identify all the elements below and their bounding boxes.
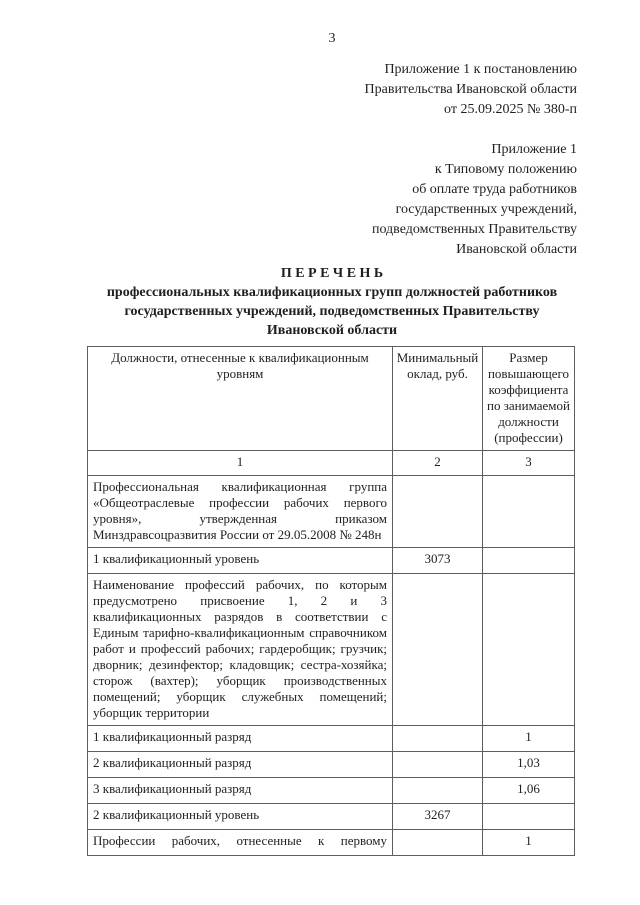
column-number-1: 1 bbox=[88, 451, 393, 476]
column-header-min-salary: Минимальный оклад, руб. bbox=[393, 347, 483, 451]
coefficient-cell: 1,03 bbox=[483, 752, 575, 778]
table-row bbox=[88, 476, 575, 548]
position-cell: 1 квалификационный разряд bbox=[88, 726, 393, 752]
appendix-line: от 25.09.2025 № 380-п bbox=[444, 102, 577, 117]
table-row bbox=[88, 752, 575, 778]
column-header-coefficient: Размер повышающего коэффициента по занимаемой должности (профессии) bbox=[483, 347, 575, 451]
appendix-resolution-block bbox=[87, 60, 577, 120]
position-cell: 2 квалификационный уровень bbox=[88, 804, 393, 830]
coefficient-cell: 1 bbox=[483, 726, 575, 752]
table-row bbox=[88, 778, 575, 804]
appendix-line: Приложение 1 bbox=[491, 142, 577, 157]
salary-cell: 3073 bbox=[393, 548, 483, 574]
salary-cell bbox=[393, 778, 483, 804]
column-header-positions: Должности, отнесенные к квалификационным уровням bbox=[88, 347, 393, 451]
column-numbering-row bbox=[88, 451, 575, 476]
salary-cell bbox=[393, 752, 483, 778]
salary-cell bbox=[393, 830, 483, 856]
table-row bbox=[88, 726, 575, 752]
coefficient-cell bbox=[483, 804, 575, 830]
position-cell: 3 квалификационный разряд bbox=[88, 778, 393, 804]
table-header-row bbox=[88, 347, 575, 451]
coefficient-cell bbox=[483, 548, 575, 574]
appendix-line: Ивановской области bbox=[456, 242, 577, 257]
appendix-line: государственных учреждений, bbox=[395, 202, 577, 217]
appendix-line: Приложение 1 к постановлению bbox=[384, 62, 577, 77]
salary-cell bbox=[393, 574, 483, 726]
salary-cell bbox=[393, 726, 483, 752]
table-row bbox=[88, 804, 575, 830]
table-row bbox=[88, 574, 575, 726]
column-number-3: 3 bbox=[483, 451, 575, 476]
appendix-line: об оплате труда работников bbox=[412, 182, 577, 197]
table-row bbox=[88, 548, 575, 574]
table-row bbox=[88, 830, 575, 856]
position-cell: 2 квалификационный разряд bbox=[88, 752, 393, 778]
coefficient-cell: 1,06 bbox=[483, 778, 575, 804]
appendix-line: Правительства Ивановской области bbox=[364, 82, 577, 97]
position-cell: Профессиональная квалификационная группа «Общеотраслевые профессии рабочих первого уровня», утвержденная приказом Минздравсоцразвития России от 29.05.2008 № 248н bbox=[88, 476, 393, 548]
document-title-text: профессиональных квалификационных групп должностей работников государственных учреждений, подведомственных Правительству Ивановской области bbox=[106, 285, 558, 338]
appendix-line: к Типовому положению bbox=[434, 162, 577, 177]
coefficient-cell: 1 bbox=[483, 830, 575, 856]
salary-cell: 3267 bbox=[393, 804, 483, 830]
page-number: 3 bbox=[328, 31, 336, 46]
coefficient-cell bbox=[483, 574, 575, 726]
position-cell: Наименование профессий рабочих, по которым предусмотрено присвоение 1, 2 и 3 квалификационных разрядов в соответствии с Единым тарифно-квалификационным справочником работ и профессий рабочих; гардеробщик; грузчик; дворник; дезинфектор; кладовщик; сестра-хозяйка; сторож (вахтер); уборщик производственных помещений; уборщик служебных помещений; уборщик территории bbox=[88, 574, 393, 726]
document-title bbox=[87, 264, 577, 340]
document-title-caption: П Е Р Е Ч Е Н Ь bbox=[280, 266, 384, 281]
position-cell: 1 квалификационный уровень bbox=[88, 548, 393, 574]
coefficient-cell bbox=[483, 476, 575, 548]
position-cell: Профессии рабочих, отнесенные к первому bbox=[88, 830, 393, 856]
appendix-regulation-block bbox=[87, 140, 577, 260]
appendix-line: подведомственных Правительству bbox=[371, 222, 577, 237]
qualification-groups-table bbox=[87, 346, 575, 856]
column-number-2: 2 bbox=[393, 451, 483, 476]
salary-cell bbox=[393, 476, 483, 548]
